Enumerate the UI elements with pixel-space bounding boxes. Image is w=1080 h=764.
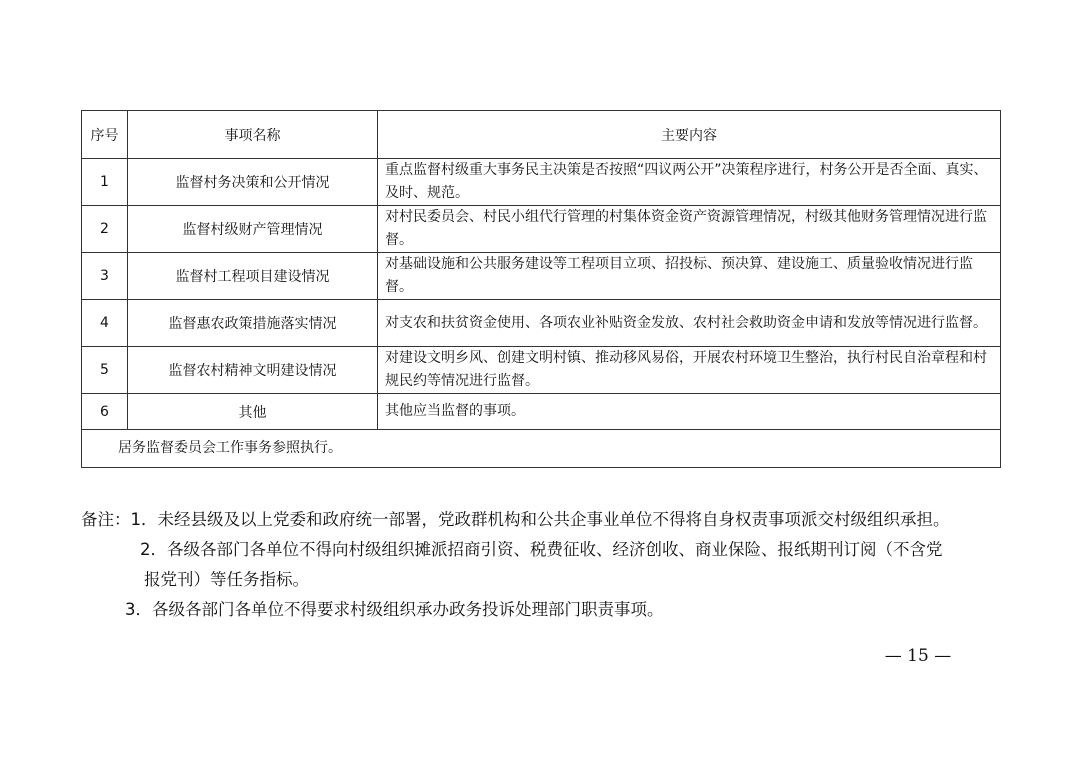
row-serial-number: 5 xyxy=(82,347,128,394)
remark-line-2-continued: 报党刊）等任务指标。 xyxy=(144,570,309,589)
row-main-content xyxy=(378,394,1001,430)
remark-line-1: 备注：1．未经县级及以上党委和政府统一部署，党政群机构和公共企事业单位不得将自身权责事项派交村级组织承担。 xyxy=(81,510,950,529)
row-main-content xyxy=(378,347,1001,394)
row-item-name: 监督农村精神文明建设情况 xyxy=(128,347,378,394)
row-item-name: 监督村工程项目建设情况 xyxy=(128,253,378,300)
row-main-content-text: 重点监督村级重大事务民主决策是否按照“四议两公开”决策程序进行，村务公开是否全面、真实、及时、规范。 xyxy=(385,162,988,201)
table-row xyxy=(82,206,1001,253)
table-footnote-cell xyxy=(82,430,1001,468)
table-row xyxy=(82,253,1001,300)
table-row xyxy=(82,300,1001,347)
row-serial-number: 4 xyxy=(82,300,128,347)
row-serial-number: 3 xyxy=(82,253,128,300)
row-serial-number: 6 xyxy=(82,394,128,430)
row-item-name: 其他 xyxy=(128,394,378,430)
row-main-content xyxy=(378,300,1001,347)
row-main-content xyxy=(378,253,1001,300)
row-main-content-text: 对村民委员会、村民小组代行管理的村集体资金资产资源管理情况，村级其他财务管理情况进行监督。 xyxy=(385,209,987,248)
remarks-section xyxy=(81,505,1021,625)
header-item-name: 事项名称 xyxy=(128,111,378,159)
row-item-name: 监督惠农政策措施落实情况 xyxy=(128,300,378,347)
table-row xyxy=(82,159,1001,206)
row-serial-number: 2 xyxy=(82,206,128,253)
remark-line-3: 3．各级各部门各单位不得要求村级组织承办政务投诉处理部门职责事项。 xyxy=(125,600,664,619)
table-footnote-row xyxy=(82,430,1001,468)
row-main-content-text: 对支农和扶贫资金使用、各项农业补贴资金发放、农村社会救助资金申请和发放等情况进行监督。 xyxy=(385,314,987,331)
row-main-content-text: 对建设文明乡风、创建文明村镇、推动移风易俗，开展农村环境卫生整治，执行村民自治章程和村规民约等情况进行监督。 xyxy=(385,350,987,389)
table-row xyxy=(82,394,1001,430)
row-main-content-text: 其他应当监督的事项。 xyxy=(385,403,525,419)
header-serial-number: 序号 xyxy=(82,111,128,159)
row-item-name: 监督村务决策和公开情况 xyxy=(128,159,378,206)
matters-table xyxy=(81,110,1001,468)
row-main-content xyxy=(378,206,1001,253)
table-header-row xyxy=(82,111,1001,159)
table-row xyxy=(82,347,1001,394)
remark-line-2: 2．各级各部门各单位不得向村级组织摊派招商引资、税费征收、经济创收、商业保险、报纸期刊订阅（不含党 xyxy=(140,540,943,559)
table-footnote-text: 居务监督委员会工作事务参照执行。 xyxy=(118,440,342,456)
row-main-content-text: 对基础设施和公共服务建设等工程项目立项、招投标、预决算、建设施工、质量验收情况进行监督。 xyxy=(385,256,973,295)
row-serial-number: 1 xyxy=(82,159,128,206)
page-number: — 15 — xyxy=(884,646,952,666)
row-item-name: 监督村级财产管理情况 xyxy=(128,206,378,253)
header-main-content: 主要内容 xyxy=(378,111,1001,159)
row-main-content xyxy=(378,159,1001,206)
